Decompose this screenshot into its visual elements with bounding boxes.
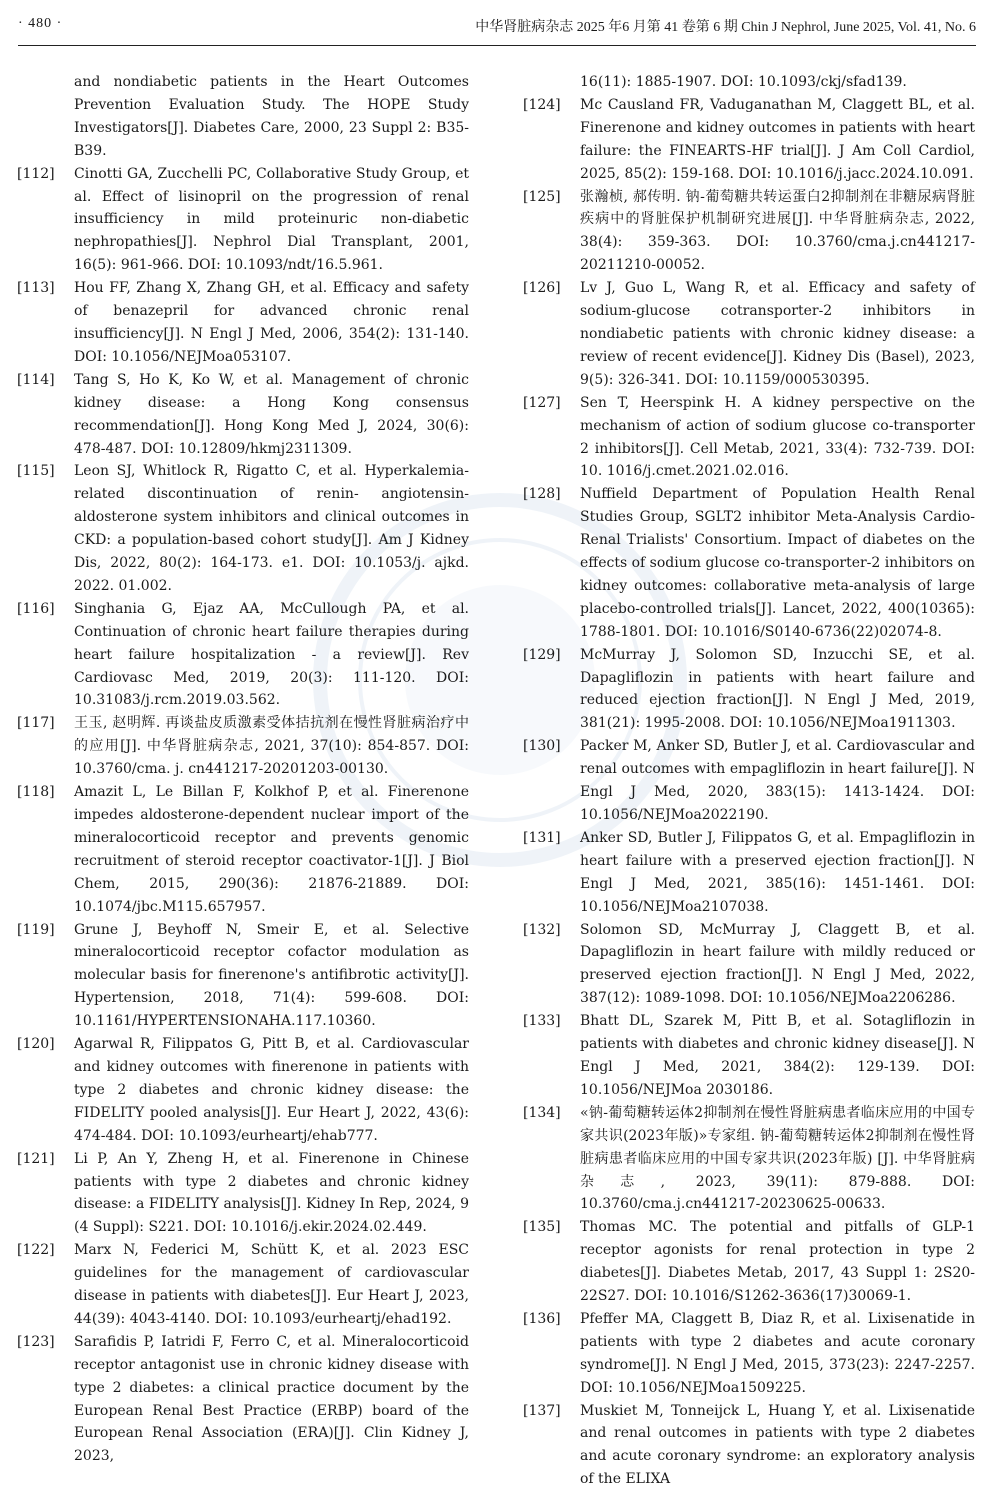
reference-number: [119]	[17, 921, 55, 938]
reference-text: Grune J, Beyhoff N, Smeir E, et al. Selective mineralocorticoid receptor cofactor modulation as molecular basis for finerenone's antifibrotic activity[J]. Hypertension, 2018, 71(4): 599-608. DOI: 10.1161/HYPERTENSIONAHA.117.10360.	[74, 921, 469, 1030]
reference-entry	[17, 919, 469, 1034]
reference-number: [129]	[523, 646, 561, 663]
reference-number: [120]	[17, 1036, 55, 1053]
reference-text: Sen T, Heerspink H. A kidney perspective on the mechanism of action of sodium glucose co-transporter 2 inhibitors[J]. Cell Metab, 2021, 33(4): 732-739. DOI: 10. 1016/j.cmet.2021.02.016.	[580, 394, 975, 480]
reference-entry	[523, 1400, 975, 1491]
header-divider	[18, 45, 976, 46]
reference-entry	[17, 460, 469, 597]
reference-text: Agarwal R, Filippatos G, Pitt B, et al. Cardiovascular and kidney outcomes with finerenone in patients with type 2 diabetes and chronic kidney disease: the FIDELITY pooled analysis[J]. Eur Heart J, 2022, 43(6): 474-484. DOI: 10.1093/eurheartj/ehab777.	[74, 1036, 469, 1144]
reference-text: Leon SJ, Whitlock R, Rigatto C, et al. Hyperkalemia-related discontinuation of renin- angiotensin-aldosterone system inhibitors and clinical outcomes in CKD: a population-based cohort study[J]. Am J Kidney Dis, 2022, 80(2): 164-173. e1. DOI: 10.1053/j. ajkd. 2022. 01.002.	[74, 463, 469, 594]
reference-number: [134]	[523, 1104, 561, 1121]
reference-number: [131]	[523, 829, 561, 846]
reference-text: 16(11): 1885-1907. DOI: 10.1093/ckj/sfad139.	[580, 74, 907, 90]
reference-entry	[523, 392, 975, 484]
left-reference-column	[17, 71, 469, 1468]
reference-entry	[523, 483, 975, 643]
reference-number: [122]	[17, 1242, 55, 1259]
reference-number: [124]	[523, 96, 561, 113]
reference-number: [117]	[17, 715, 55, 732]
reference-number: [113]	[17, 280, 55, 297]
reference-number: [128]	[523, 486, 561, 503]
reference-number: [118]	[17, 784, 55, 801]
reference-text: Lv J, Guo L, Wang R, et al. Efficacy and safety of sodium-glucose cotransporter-2 inhibitors in nondiabetic patients with chronic kidney disease: a review of recent evidence[J]. Kidney Dis (Basel), 2023, 9(5): 326-341. DOI: 10.1159/000530395.	[580, 280, 975, 388]
reference-continuation	[523, 71, 975, 94]
left-reference-list	[17, 163, 469, 1469]
reference-entry	[17, 277, 469, 369]
reference-text: Mc Causland FR, Vaduganathan M, Claggett BL, et al. Finerenone and kidney outcomes in patients with heart failure: the FINEARTS-HF trial[J]. J Am Coll Cardiol, 2025, 85(2): 159-168. DOI: 10.1016/j.jacc.2024.10.091.	[580, 96, 975, 182]
reference-text: Anker SD, Butler J, Filippatos G, et al. Empagliflozin in heart failure with a preserved ejection fraction[J]. N Engl J Med, 2021, 385(16): 1451-1461. DOI: 10.1056/NEJMoa2107038.	[580, 829, 975, 915]
reference-text: Pfeffer MA, Claggett B, Diaz R, et al. Lixisenatide in patients with type 2 diabetes and acute coronary syndrome[J]. N Engl J Med, 2015, 373(23): 2247-2257. DOI: 10.1056/NEJMoa1509225.	[580, 1310, 975, 1396]
reference-entry	[523, 94, 975, 186]
reference-entry	[17, 1148, 469, 1240]
reference-number: [136]	[523, 1310, 561, 1327]
reference-text: Tang S, Ho K, Ko W, et al. Management of chronic kidney disease: a Hong Kong consensus recommendation[J]. Hong Kong Med J, 2024, 30(6): 478-487. DOI: 10.12809/hkmj2311309.	[74, 371, 469, 457]
reference-text: and nondiabetic patients in the Heart Outcomes Prevention Evaluation Study. The HOPE Study Investigators[J]. Diabetes Care, 2000, 23 Suppl 2: B35-B39.	[74, 74, 469, 159]
reference-number: [114]	[17, 371, 55, 388]
reference-number: [112]	[17, 165, 55, 182]
reference-entry	[17, 712, 469, 781]
reference-entry	[523, 644, 975, 736]
reference-number: [132]	[523, 921, 561, 938]
right-reference-list	[523, 94, 975, 1491]
reference-text: Solomon SD, McMurray J, Claggett B, et al. Dapagliflozin in heart failure with mildly reduced or preserved ejection fraction[J]. N Engl J Med, 2022, 387(12): 1089-1098. DOI: 10.1056/NEJMoa2206286.	[580, 921, 975, 1007]
reference-entry	[523, 186, 975, 278]
reference-text: Thomas MC. The potential and pitfalls of GLP-1 receptor agonists for renal protection in type 2 diabetes[J]. Diabetes Metab, 2017, 43 Suppl 1: 2S20-22S27. DOI: 10.1016/S1262-3636(17)30069-1.	[580, 1219, 975, 1305]
reference-number: [125]	[523, 188, 561, 205]
reference-text: McMurray J, Solomon SD, Inzucchi SE, et al. Dapagliflozin in patients with heart failure and reduced ejection fraction[J]. N Engl J Med, 2019, 381(21): 1995-2008. DOI: 10.1056/NEJMoa1911303.	[580, 646, 975, 732]
reference-continuation	[17, 71, 469, 163]
reference-text: Bhatt DL, Szarek M, Pitt B, et al. Sotagliflozin in patients with diabetes and chronic kidney disease[J]. N Engl J Med, 2021, 384(2): 129-139. DOI: 10.1056/NEJMoa 2030186.	[580, 1013, 975, 1098]
journal-citation-line: 中华肾脏病杂志 2025 年6 月第 41 卷第 6 期 Chin J Nephrol, June 2025, Vol. 41, No. 6	[475, 20, 976, 35]
reference-entry	[523, 735, 975, 827]
reference-entry	[523, 919, 975, 1011]
reference-number: [115]	[17, 463, 55, 480]
reference-entry	[17, 598, 469, 713]
reference-text: Amazit L, Le Billan F, Kolkhof P, et al. Finerenone impedes aldosterone-dependent nuclear import of the mineralocorticoid receptor and prevents genomic recruitment of steroid receptor coactivator-1[J]. J Biol Chem, 2015, 290(36): 21876-21889. DOI: 10.1074/jbc.M115.657957.	[74, 784, 469, 915]
reference-text: Li P, An Y, Zheng H, et al. Finerenone in Chinese patients with type 2 diabetes and chronic kidney disease: a FIDELITY analysis[J]. Kidney In Rep, 2024, 9 (4 Suppl): S221. DOI: 10.1016/j.ekir.2024.02.449.	[74, 1150, 469, 1236]
reference-number: [130]	[523, 738, 561, 755]
reference-number: [126]	[523, 280, 561, 297]
page-number: · 480 ·	[18, 16, 63, 31]
reference-entry	[523, 1308, 975, 1400]
reference-entry	[17, 1331, 469, 1468]
reference-entry	[17, 781, 469, 918]
reference-text: 王玉, 赵明辉. 再谈盐皮质激素受体拮抗剂在慢性肾脏病治疗中的应用[J]. 中华肾脏病杂志, 2021, 37(10): 854-857. DOI: 10.3760/cma. j. cn441217-20201203-00130.	[74, 715, 469, 778]
reference-text: Packer M, Anker SD, Butler J, et al. Cardiovascular and renal outcomes with empagliflozin in heart failure[J]. N Engl J Med, 2020, 383(15): 1413-1424. DOI: 10.1056/NEJMoa2022190.	[580, 738, 975, 823]
reference-text: 张瀚桢, 郝传明. 钠-葡萄糖共转运蛋白2抑制剂在非糖尿病肾脏疾病中的肾脏保护机制研究进展[J]. 中华肾脏病杂志, 2022, 38(4): 359-363. DOI: 10.3760/cma.j.cn441217-20211210-00052.	[580, 188, 975, 274]
reference-entry	[17, 369, 469, 461]
reference-entry	[17, 1033, 469, 1148]
reference-text: Sarafidis P, Iatridi F, Ferro C, et al. Mineralocorticoid receptor antagonist use in chronic kidney disease with type 2 diabetes: a clinical practice document by the European Renal Best Practice (ERBP) board of the European Renal Association (ERA)[J]. Clin Kidney J, 2023,	[74, 1333, 469, 1465]
reference-entry	[17, 1239, 469, 1331]
reference-entry	[523, 1216, 975, 1308]
reference-number: [123]	[17, 1333, 55, 1350]
running-header	[18, 16, 976, 44]
reference-number: [121]	[17, 1150, 55, 1167]
reference-text: Nuffield Department of Population Health Renal Studies Group, SGLT2 inhibitor Meta-Analysis Cardio-Renal Trialists' Consortium. Impact of diabetes on the effects of sodium glucose co-transporter-2 inhibitors on kidney outcomes: collaborative meta-analysis of large placebo-controlled trials[J]. Lancet, 2022, 400(10365): 1788-1801. DOI: 10.1016/S0140-6736(22)02074-8.	[580, 486, 976, 640]
reference-number: [116]	[17, 600, 55, 617]
reference-entry	[523, 827, 975, 919]
reference-number: [127]	[523, 394, 561, 411]
reference-entry	[17, 163, 469, 278]
reference-text: «钠-葡萄糖转运体2抑制剂在慢性肾脏病患者临床应用的中国专家共识(2023年版)»专家组. 钠-葡萄糖转运体2抑制剂在慢性肾脏病患者临床应用的中国专家共识(2023年版) [J]. 中华肾脏病杂志, 2023, 39(11): 879-888. DOI: 10.3760/cma.j.cn441217-20230625-00633.	[580, 1104, 975, 1213]
reference-text: Muskiet M, Tonneijck L, Huang Y, et al. Lixisenatide and renal outcomes in patients with type 2 diabetes and acute coronary syndrome: an exploratory analysis of the ELIXA	[580, 1402, 975, 1488]
reference-text: Singhania G, Ejaz AA, McCullough PA, et al. Continuation of chronic heart failure therapies during heart failure hospitalization - a review[J]. Rev Cardiovasc Med, 2019, 20(3): 111-120. DOI: 10.31083/j.rcm.2019.03.562.	[74, 600, 469, 709]
reference-text: Hou FF, Zhang X, Zhang GH, et al. Efficacy and safety of benazepril for advanced chronic renal insufficiency[J]. N Engl J Med, 2006, 354(2): 131-140. DOI: 10.1056/NEJMoa053107.	[74, 280, 469, 365]
reference-number: [133]	[523, 1013, 561, 1030]
reference-entry	[523, 1102, 975, 1217]
reference-text: Marx N, Federici M, Schütt K, et al. 2023 ESC guidelines for the management of cardiovascular disease in patients with diabetes[J]. Eur Heart J, 2023, 44(39): 4043-4140. DOI: 10.1093/eurheartj/ehad192.	[74, 1242, 469, 1327]
reference-entry	[523, 277, 975, 392]
right-reference-column	[523, 71, 975, 1491]
reference-number: [135]	[523, 1219, 561, 1236]
reference-text: Cinotti GA, Zucchelli PC, Collaborative Study Group, et al. Effect of lisinopril on the progression of renal insufficiency in mild proteinuric non-diabetic nephropathies[J]. Nephrol Dial Transplant, 2001, 16(5): 961-966. DOI: 10.1093/ndt/16.5.961.	[74, 165, 469, 274]
reference-entry	[523, 1010, 975, 1102]
reference-number: [137]	[523, 1402, 561, 1419]
